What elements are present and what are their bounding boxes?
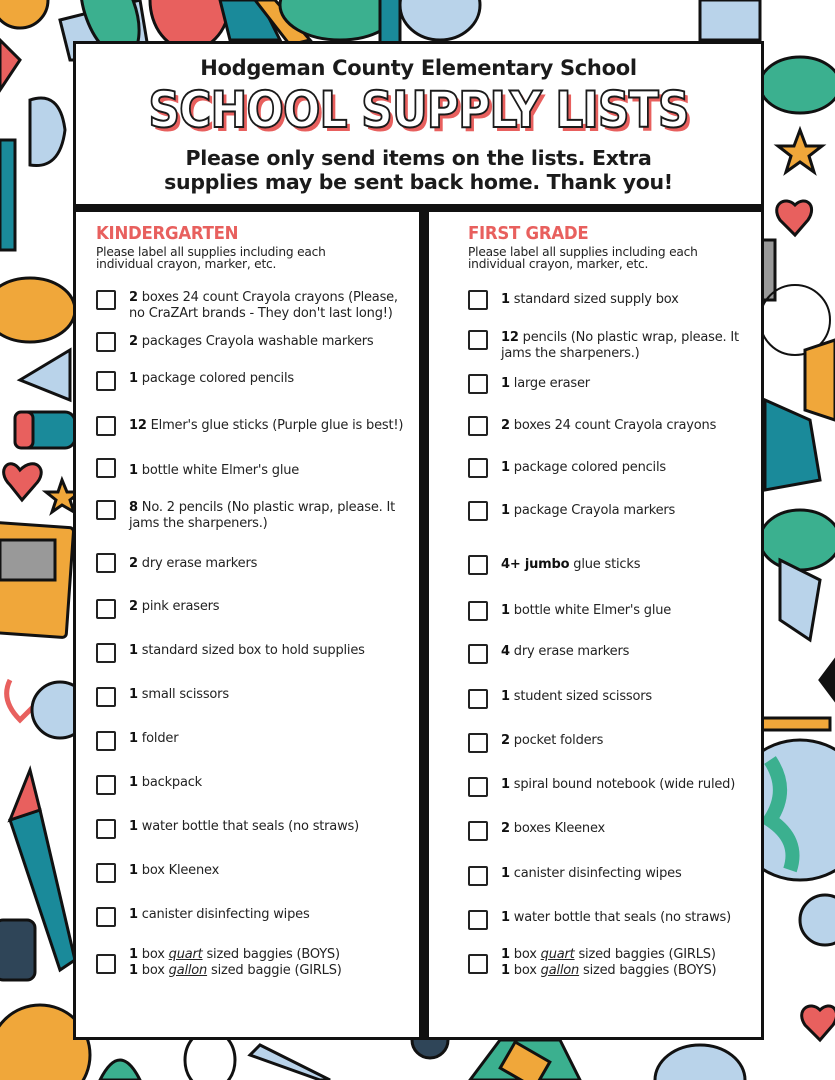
school-name: Hodgeman County Elementary School [200, 56, 637, 80]
list-item: 1 package colored pencils [96, 371, 426, 391]
list-item: 1 large eraser [468, 374, 798, 394]
note-line-1: Please label all supplies including each [96, 245, 326, 259]
checkbox[interactable] [468, 501, 488, 521]
checkbox[interactable] [468, 910, 488, 930]
list-item: 2 boxes 24 count Crayola crayons (Please, no CraZArt brands - They don't last long!) [96, 290, 426, 321]
checkbox[interactable] [96, 687, 116, 707]
grade-heading: FIRST GRADE [468, 223, 589, 244]
list-item: 4+ jumbo glue sticks [468, 555, 798, 575]
checkbox[interactable] [96, 775, 116, 795]
list-item: 1 package Crayola markers [468, 501, 798, 521]
list-item: 1 box quart sized baggies (GIRLS) 1 box gallon sized baggies (BOYS) [468, 951, 798, 978]
checkbox[interactable] [96, 599, 116, 619]
checkbox[interactable] [468, 330, 488, 350]
checkbox[interactable] [96, 371, 116, 391]
list-item: 1 canister disinfecting wipes [468, 866, 798, 886]
paper-plane-icon [20, 350, 70, 400]
list-item: 12 pencils (No plastic wrap, please. It jams the sharpeners.) [468, 330, 798, 361]
checkbox[interactable] [96, 416, 116, 436]
list-item: 1 backpack [96, 775, 426, 795]
heart-icon [4, 464, 42, 500]
list-item: 2 pocket folders [468, 733, 798, 753]
notice [76, 146, 761, 194]
supply-list-card [73, 41, 764, 1040]
label-note [96, 246, 426, 270]
basketball-icon [0, 0, 48, 28]
football-icon [0, 278, 75, 342]
checkbox[interactable] [468, 416, 488, 436]
checkbox[interactable] [468, 733, 488, 753]
list-item: 2 boxes Kleenex [468, 821, 798, 841]
checkbox[interactable] [96, 907, 116, 927]
list-item: 1 student sized scissors [468, 689, 798, 709]
notice-line-1: Please only send items on the lists. Extra [185, 146, 652, 170]
list-item: 4 dry erase markers [468, 644, 798, 664]
notice-line-2: supplies may be sent back home. Thank you! [164, 170, 673, 194]
checkbox[interactable] [468, 777, 488, 797]
checkbox[interactable] [96, 332, 116, 352]
list-item: 1 folder [96, 731, 426, 751]
note-line-2: individual crayon, marker, etc. [468, 257, 649, 271]
speech-bubble-icon [30, 98, 65, 166]
checkbox[interactable] [468, 644, 488, 664]
list-item: 1 box Kleenex [96, 863, 426, 883]
checkbox[interactable] [468, 601, 488, 621]
note-line-1: Please label all supplies including each [468, 245, 698, 259]
checkbox[interactable] [96, 954, 116, 974]
list-item: 12 Elmer's glue sticks (Purple glue is best!) [96, 416, 426, 436]
list-item: 1 box quart sized baggies (BOYS) 1 box gallon sized baggie (GIRLS) [96, 951, 426, 978]
grade-heading: KINDERGARTEN [96, 223, 239, 244]
glove-icon [0, 920, 35, 980]
list-item: 1 package colored pencils [468, 458, 798, 478]
checkbox[interactable] [96, 819, 116, 839]
checkbox[interactable] [96, 500, 116, 520]
list-item: 1 bottle white Elmer's glue [468, 601, 798, 621]
list-item: 1 spiral bound notebook (wide ruled) [468, 777, 798, 797]
list-item: 1 canister disinfecting wipes [96, 907, 426, 927]
checkbox[interactable] [96, 863, 116, 883]
checkbox[interactable] [468, 866, 488, 886]
checkbox[interactable] [468, 689, 488, 709]
checkbox[interactable] [468, 290, 488, 310]
pencil-bottom-icon [250, 1045, 330, 1080]
checkbox[interactable] [468, 374, 488, 394]
list-item: 1 standard sized supply box [468, 290, 798, 310]
note-line-2: individual crayon, marker, etc. [96, 257, 277, 271]
kindergarten-column [96, 212, 426, 978]
list-item: 1 small scissors [96, 687, 426, 707]
list-item: 1 water bottle that seals (no straws) [468, 910, 798, 930]
list-item: 1 standard sized box to hold supplies [96, 643, 426, 663]
checkbox[interactable] [468, 555, 488, 575]
list-item: 1 water bottle that seals (no straws) [96, 819, 426, 839]
first-grade-column [468, 212, 798, 978]
marker-icon [380, 0, 400, 45]
list-item: 2 dry erase markers [96, 553, 426, 573]
list-item: 1 bottle white Elmer's glue [96, 458, 426, 479]
checkbox[interactable] [96, 290, 116, 310]
list-item: 2 packages Crayola washable markers [96, 332, 426, 352]
checkbox[interactable] [96, 553, 116, 573]
checkbox[interactable] [468, 821, 488, 841]
checkbox[interactable] [468, 458, 488, 478]
header [76, 44, 761, 204]
flask-green-icon [760, 57, 835, 113]
list-item: 2 pink erasers [96, 599, 426, 619]
globe-icon [400, 0, 480, 40]
star-right-icon [778, 130, 822, 172]
checkbox[interactable] [96, 643, 116, 663]
label-note [468, 246, 798, 270]
page-title: SCHOOL SUPPLY LISTS [148, 81, 689, 139]
checkbox[interactable] [96, 458, 116, 478]
checkbox[interactable] [468, 954, 488, 974]
checkbox[interactable] [96, 731, 116, 751]
list-item: 2 boxes 24 count Crayola crayons [468, 416, 798, 436]
list-item: 8 No. 2 pencils (No plastic wrap, please. It jams the sharpeners.) [96, 500, 426, 531]
